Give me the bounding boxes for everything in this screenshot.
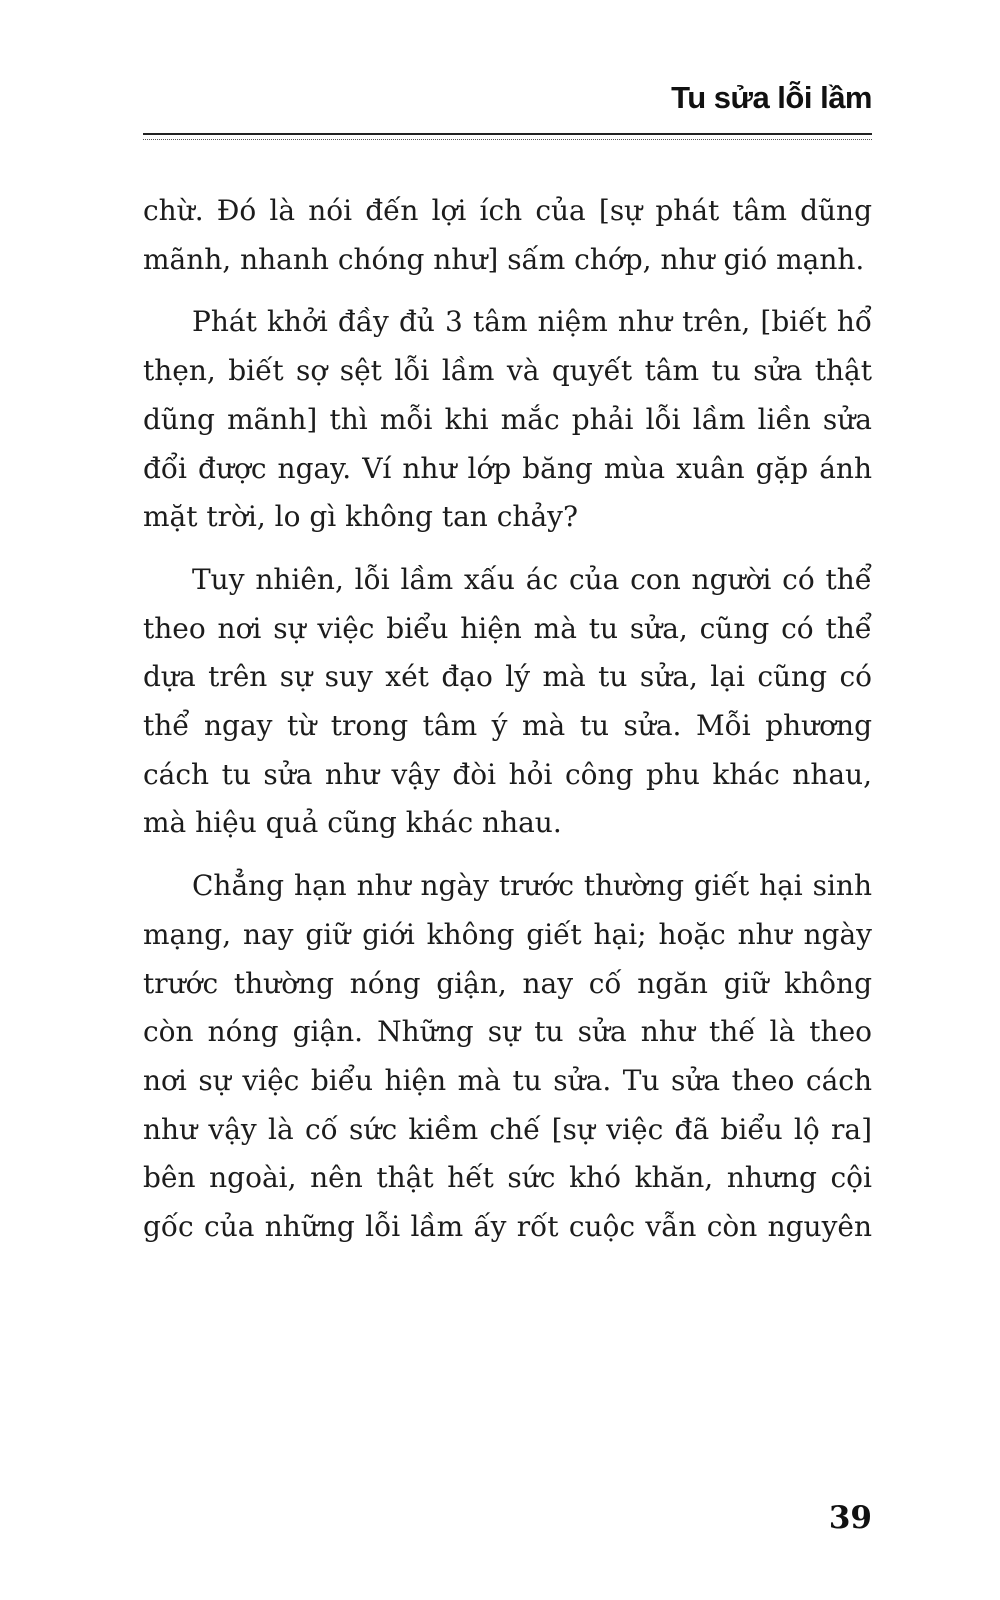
- header-rule: [143, 133, 872, 140]
- page-number: 39: [828, 1500, 872, 1536]
- paragraph-continuation: chừ. Đó là nói đến lợi ích của [sự phát tâm dũng mãnh, nhanh chóng như] sấm chớp, như gió mạnh.: [143, 194, 872, 276]
- body-text: [143, 187, 872, 1252]
- paragraph: Tuy nhiên, lỗi lầm xấu ác của con người có thể theo nơi sự việc biểu hiện mà tu sửa, cũng có thể dựa trên sự suy xét đạo lý mà tu sửa, lại cũng có thể ngay từ trong tâm ý mà tu sửa. Mỗi phương cách tu sửa như vậy đòi hỏi công phu khác nhau, mà hiệu quả cũng khác nhau.: [143, 562, 872, 840]
- running-head: Tu sửa lỗi lầm: [671, 80, 872, 115]
- paragraph: Chẳng hạn như ngày trước thường giết hại sinh mạng, nay giữ giới không giết hại; hoặc như ngày trước thường nóng giận, nay cố ngăn giữ không còn nóng giận. Những sự tu sửa như thế là theo nơi sự việc biểu hiện mà tu sửa. Tu sửa theo cách như vậy là cố sức kiềm chế [sự việc đã biểu lộ ra] bên ngoài, nên thật hết sức khó khăn, nhưng cội gốc của những lỗi lầm ấy rốt cuộc vẫn còn nguyên: [143, 869, 872, 1244]
- paragraph: Phát khởi đầy đủ 3 tâm niệm như trên, [biết hổ thẹn, biết sợ sệt lỗi lầm và quyết tâm tu sửa thật dũng mãnh] thì mỗi khi mắc phải lỗi lầm liền sửa đổi được ngay. Ví như lớp băng mùa xuân gặp ánh mặt trời, lo gì không tan chảy?: [143, 305, 872, 534]
